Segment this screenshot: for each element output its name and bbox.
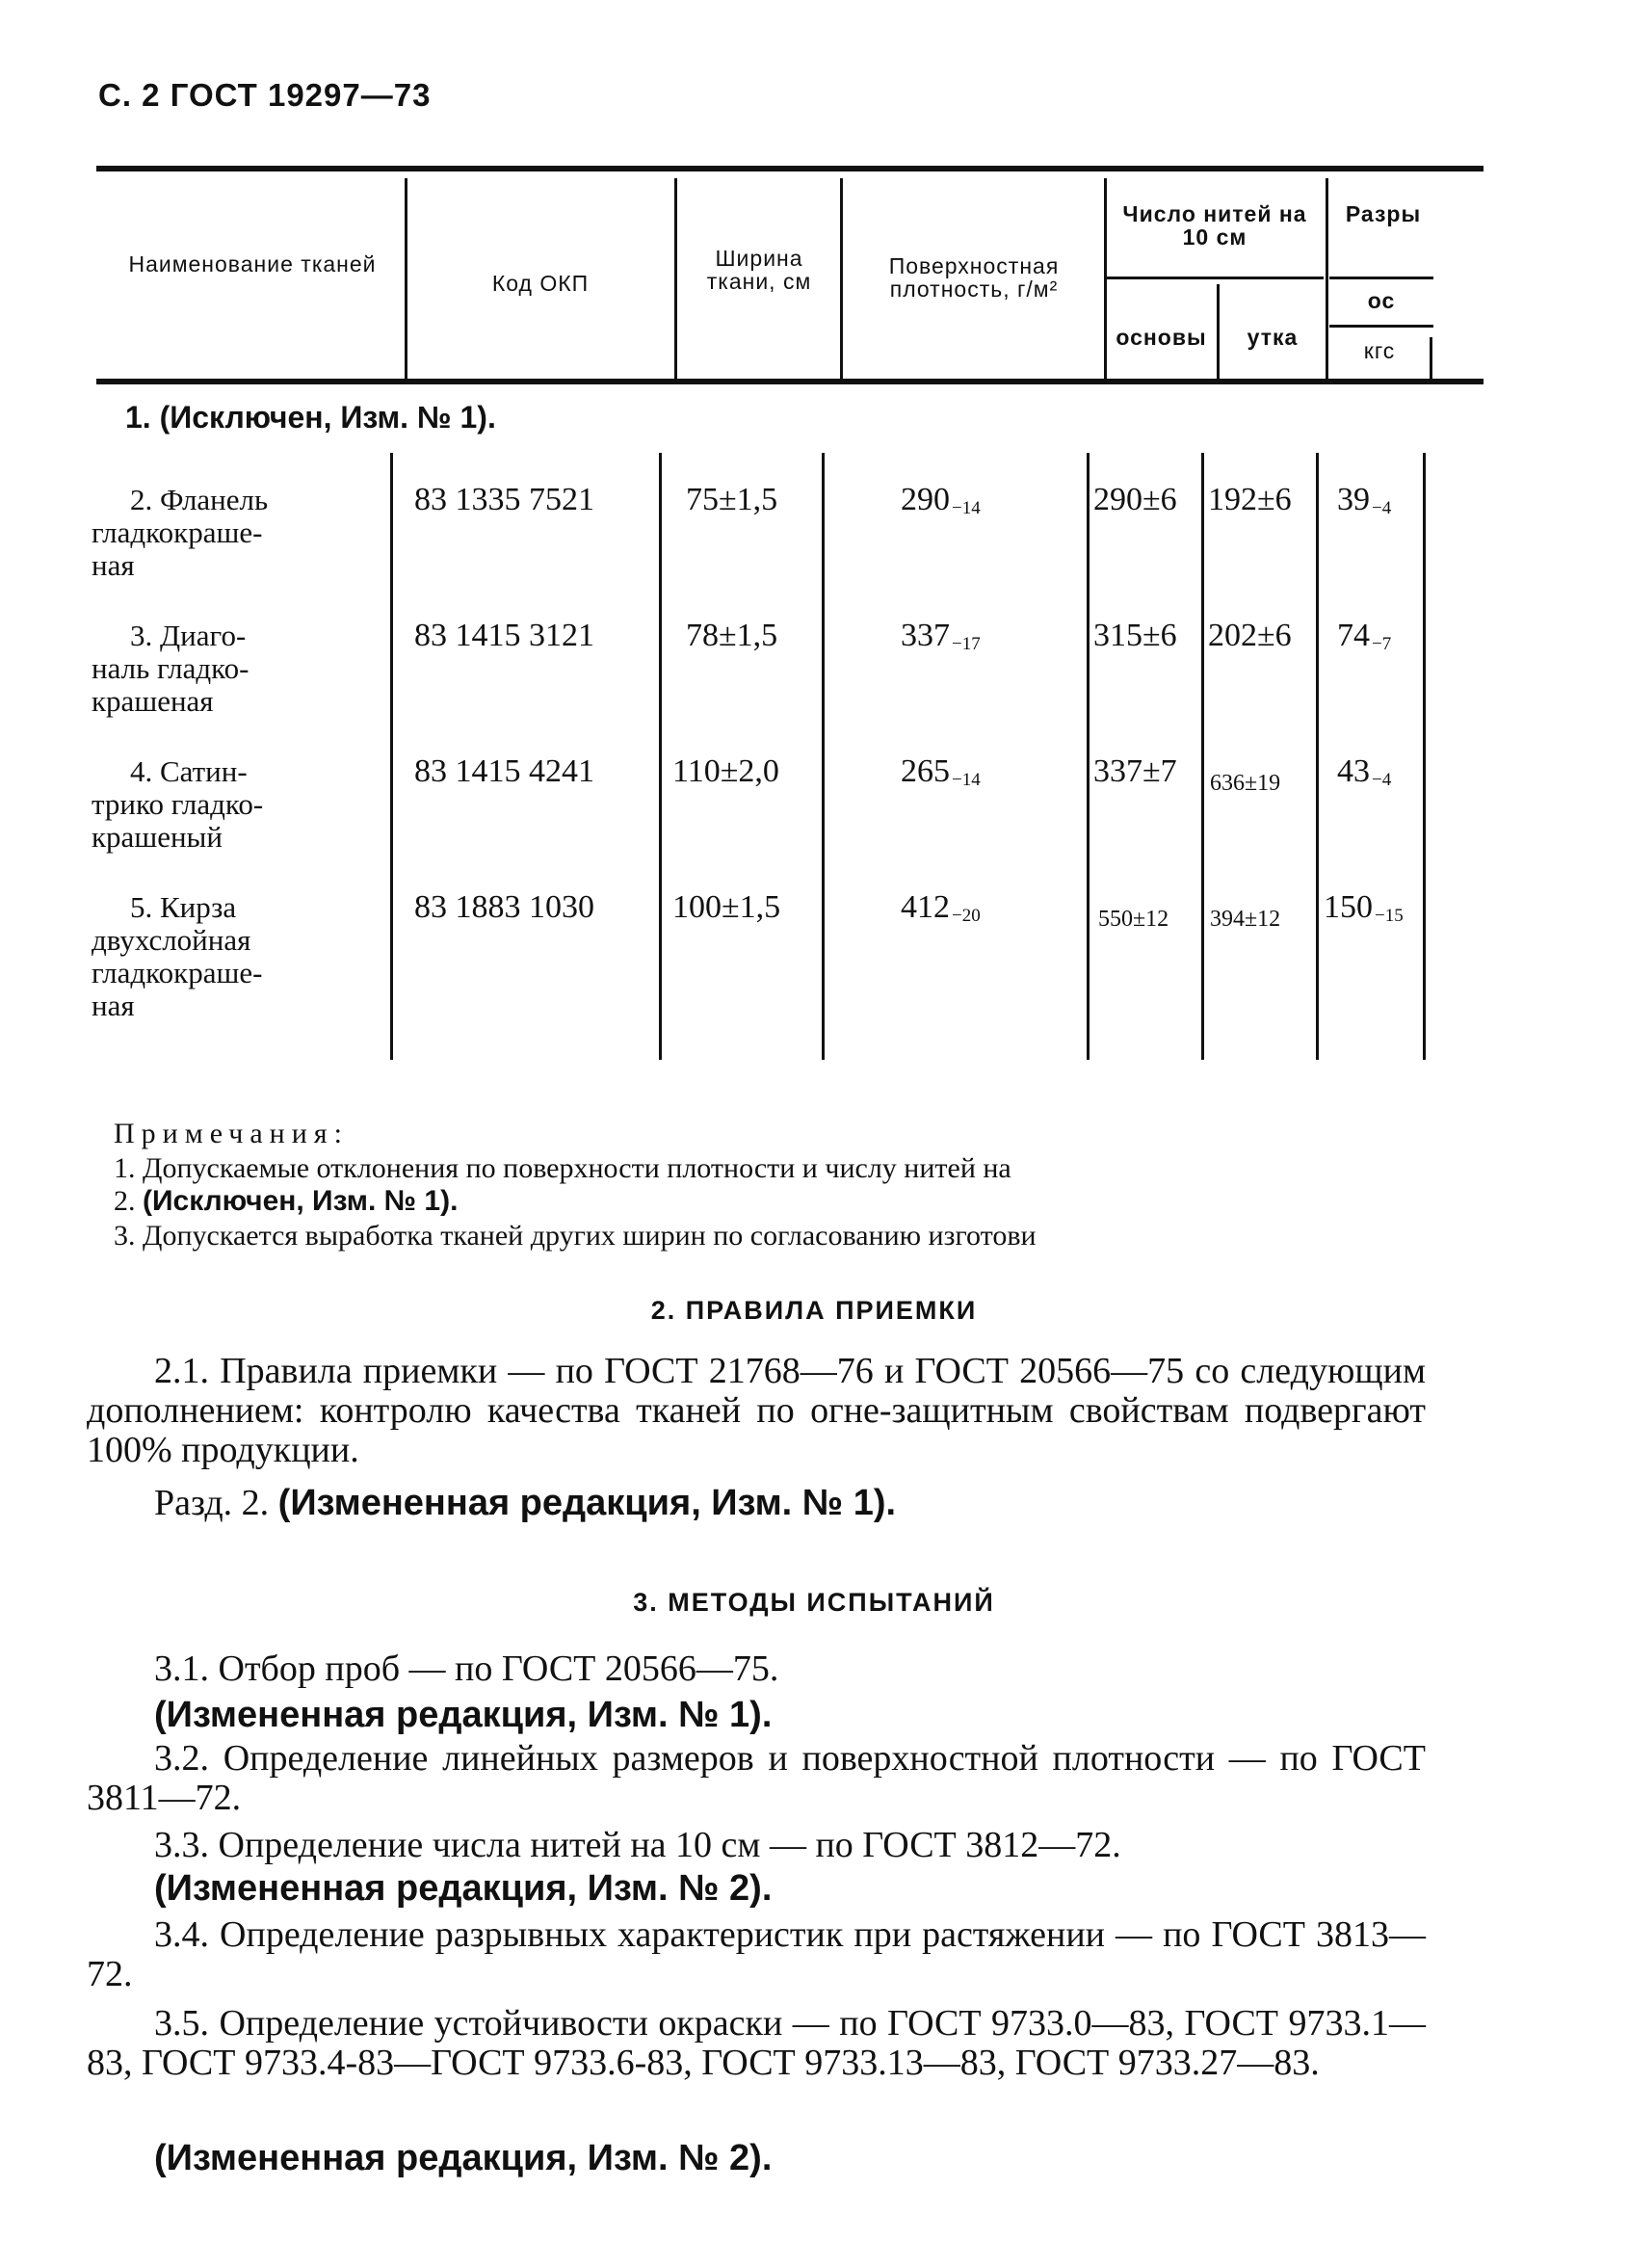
- break-tolerance: −4: [1372, 498, 1392, 518]
- header-vline-2: [674, 178, 677, 379]
- row-name-line: крашеный: [92, 820, 223, 854]
- section-3-5-text: 3.5. Определение устойчивости окраски — по ГОСТ 9733.0—83, ГОСТ 9733.1—83, ГОСТ 9733.4-83—ГОСТ 9733.6-83, ГОСТ 9733.13—83, ГОСТ 9733.27—83.: [87, 2003, 1426, 2083]
- excluded-row: [125, 400, 496, 435]
- row-name-line: гладкокраше-: [92, 515, 263, 549]
- row-warp: 315±6: [1093, 618, 1177, 653]
- row-break: [1324, 891, 1404, 933]
- body-vline-6: [1316, 453, 1319, 1060]
- col-header-break-sub: ос: [1367, 288, 1396, 313]
- section-2-p2-prefix: Разд. 2.: [154, 1483, 270, 1523]
- break-value: 39: [1337, 482, 1370, 517]
- section-3-1-note: (Измененная редакция, Изм. № 1).: [154, 1695, 773, 1735]
- row-name-line: гладкокраше-: [92, 956, 263, 989]
- section-3-1: 3.1. Отбор проб — по ГОСТ 20566—75.: [154, 1648, 779, 1689]
- row-width: 75±1,5: [686, 482, 778, 517]
- row-code: 83 1335 7521: [414, 482, 594, 517]
- row-break: [1337, 484, 1391, 525]
- row-name: [92, 620, 381, 718]
- row-warp: 550±12: [1098, 907, 1169, 932]
- row-name: [92, 891, 381, 1022]
- break-value: 150: [1324, 889, 1373, 925]
- col-header-name: Наименование тканей: [128, 251, 377, 277]
- section-2-p2-bold: (Измененная редакция, Изм. № 1).: [277, 1483, 897, 1523]
- section-2-heading: 2. ПРАВИЛА ПРИЕМКИ: [650, 1296, 978, 1325]
- section-3-heading: 3. МЕТОДЫ ИСПЫТАНИЙ: [633, 1588, 995, 1617]
- row-warp: 290±6: [1093, 482, 1177, 517]
- section-3-4-text: 3.4. Определение разрывных характеристик при растяжении — по ГОСТ 3813—72.: [87, 1914, 1426, 1994]
- header-vline-1: [405, 178, 407, 379]
- row-name: [92, 755, 381, 854]
- row-name-line: двухслойная: [92, 923, 251, 957]
- density-tolerance: −17: [952, 634, 981, 654]
- row-density: [901, 891, 981, 933]
- section-3-3: 3.3. Определение числа нитей на 10 см — по ГОСТ 3812—72.: [154, 1825, 1121, 1865]
- col-header-warp: основы: [1116, 325, 1207, 350]
- row-name-line: ная: [92, 989, 135, 1022]
- section-3-5-note: (Измененная редакция, Изм. № 2).: [154, 2138, 773, 2178]
- row-density: [901, 755, 981, 797]
- row-name-line: 2. Фланель: [130, 483, 269, 516]
- row-name-line: трико гладко-: [92, 787, 264, 821]
- row-weft: 202±6: [1208, 618, 1292, 653]
- break-tolerance: −15: [1375, 906, 1404, 926]
- row-weft: 394±12: [1210, 907, 1281, 932]
- row-code: 83 1415 3121: [414, 618, 594, 653]
- density-value: 412: [901, 889, 950, 925]
- row-break: [1337, 755, 1391, 797]
- col-header-break: Разры: [1345, 201, 1422, 226]
- header-vline-7: [1430, 337, 1432, 379]
- row-name-line: 3. Диаго-: [130, 619, 247, 652]
- notes-title: [114, 1118, 349, 1150]
- section-3-5: [87, 2004, 1426, 2083]
- break-value: 43: [1337, 753, 1370, 789]
- break-divider-1: [1329, 277, 1433, 279]
- section-3-3-note: (Измененная редакция, Изм. № 2).: [154, 1868, 773, 1909]
- body-vline-5: [1201, 453, 1204, 1060]
- section-3-2-text: 3.2. Определение линейных размеров и поверхностной плотности — по ГОСТ 3811—72.: [87, 1738, 1426, 1818]
- body-vline-4: [1087, 453, 1090, 1060]
- header-vline-6: [1326, 178, 1328, 379]
- note-1: 1. Допускаемые отклонения по поверхности плотности и числу нитей на: [114, 1152, 1011, 1184]
- break-tolerance: −7: [1372, 634, 1392, 654]
- table-header-bottom-rule: [96, 379, 1484, 384]
- row-name-line: 5. Кирза: [130, 890, 237, 924]
- note-2-number: 2.: [114, 1185, 136, 1217]
- page-header: С. 2 ГОСТ 19297—73: [98, 77, 432, 113]
- row-width: 100±1,5: [672, 889, 781, 925]
- notes-title-text: Примечания:: [114, 1118, 349, 1149]
- row-width: 78±1,5: [686, 618, 778, 653]
- density-value: 290: [901, 482, 950, 517]
- note-3: 3. Допускается выработка тканей других ширин по согласованию изготови: [114, 1220, 1037, 1252]
- density-tolerance: −14: [952, 498, 981, 518]
- section-3-2: [87, 1739, 1426, 1818]
- row-width: 110±2,0: [672, 753, 779, 789]
- header-vline-3: [840, 178, 843, 379]
- row-warp: 337±7: [1093, 753, 1177, 789]
- col-header-break-unit: кгс: [1363, 338, 1396, 363]
- row-density: [901, 484, 981, 525]
- note-2-text: (Исключен, Изм. № 1).: [143, 1185, 459, 1217]
- col-header-code: Код ОКП: [491, 271, 590, 296]
- col-header-width: Ширина ткани, см: [706, 246, 812, 294]
- col-header-weft: утка: [1247, 325, 1299, 350]
- density-tolerance: −20: [952, 906, 981, 926]
- row-name-line: наль гладко-: [92, 651, 249, 685]
- threads-divider: [1104, 277, 1324, 279]
- break-divider-2: [1329, 325, 1433, 328]
- note-2: [114, 1185, 458, 1218]
- row-name: [92, 484, 381, 582]
- density-tolerance: −14: [952, 770, 981, 790]
- row-weft: 636±19: [1210, 771, 1281, 796]
- break-tolerance: −4: [1372, 770, 1392, 790]
- table-top-rule: [96, 166, 1484, 171]
- row-weft: 192±6: [1208, 482, 1292, 517]
- section-2-paragraph-2: [154, 1484, 896, 1523]
- row-code: 83 1883 1030: [414, 889, 594, 925]
- excluded-row-text: 1. (Исключен, Изм. № 1).: [125, 400, 496, 435]
- break-value: 74: [1337, 618, 1370, 653]
- section-3-4: [87, 1915, 1426, 1994]
- density-value: 337: [901, 618, 950, 653]
- density-value: 265: [901, 753, 950, 789]
- row-name-line: ная: [92, 548, 135, 582]
- row-code: 83 1415 4241: [414, 753, 594, 789]
- body-vline-7: [1423, 453, 1426, 1060]
- body-vline-3: [822, 453, 825, 1060]
- row-name-line: крашеная: [92, 684, 214, 718]
- row-name-line: 4. Сатин-: [130, 754, 248, 788]
- section-2-p1-text: 2.1. Правила приемки — по ГОСТ 21768—76 и ГОСТ 20566—75 со следующим дополнением: контролю качества тканей по огне-защитным свойствам подвергают 100% продукции.: [87, 1351, 1426, 1470]
- body-vline-2: [659, 453, 662, 1060]
- body-vline-1: [390, 453, 393, 1060]
- section-2-paragraph-1: [87, 1352, 1426, 1470]
- row-density: [901, 620, 981, 661]
- col-header-threads: Число нитей на 10 см: [1122, 201, 1307, 250]
- row-break: [1337, 620, 1391, 661]
- col-header-density: Поверхностная плотность, г/м²: [888, 253, 1060, 302]
